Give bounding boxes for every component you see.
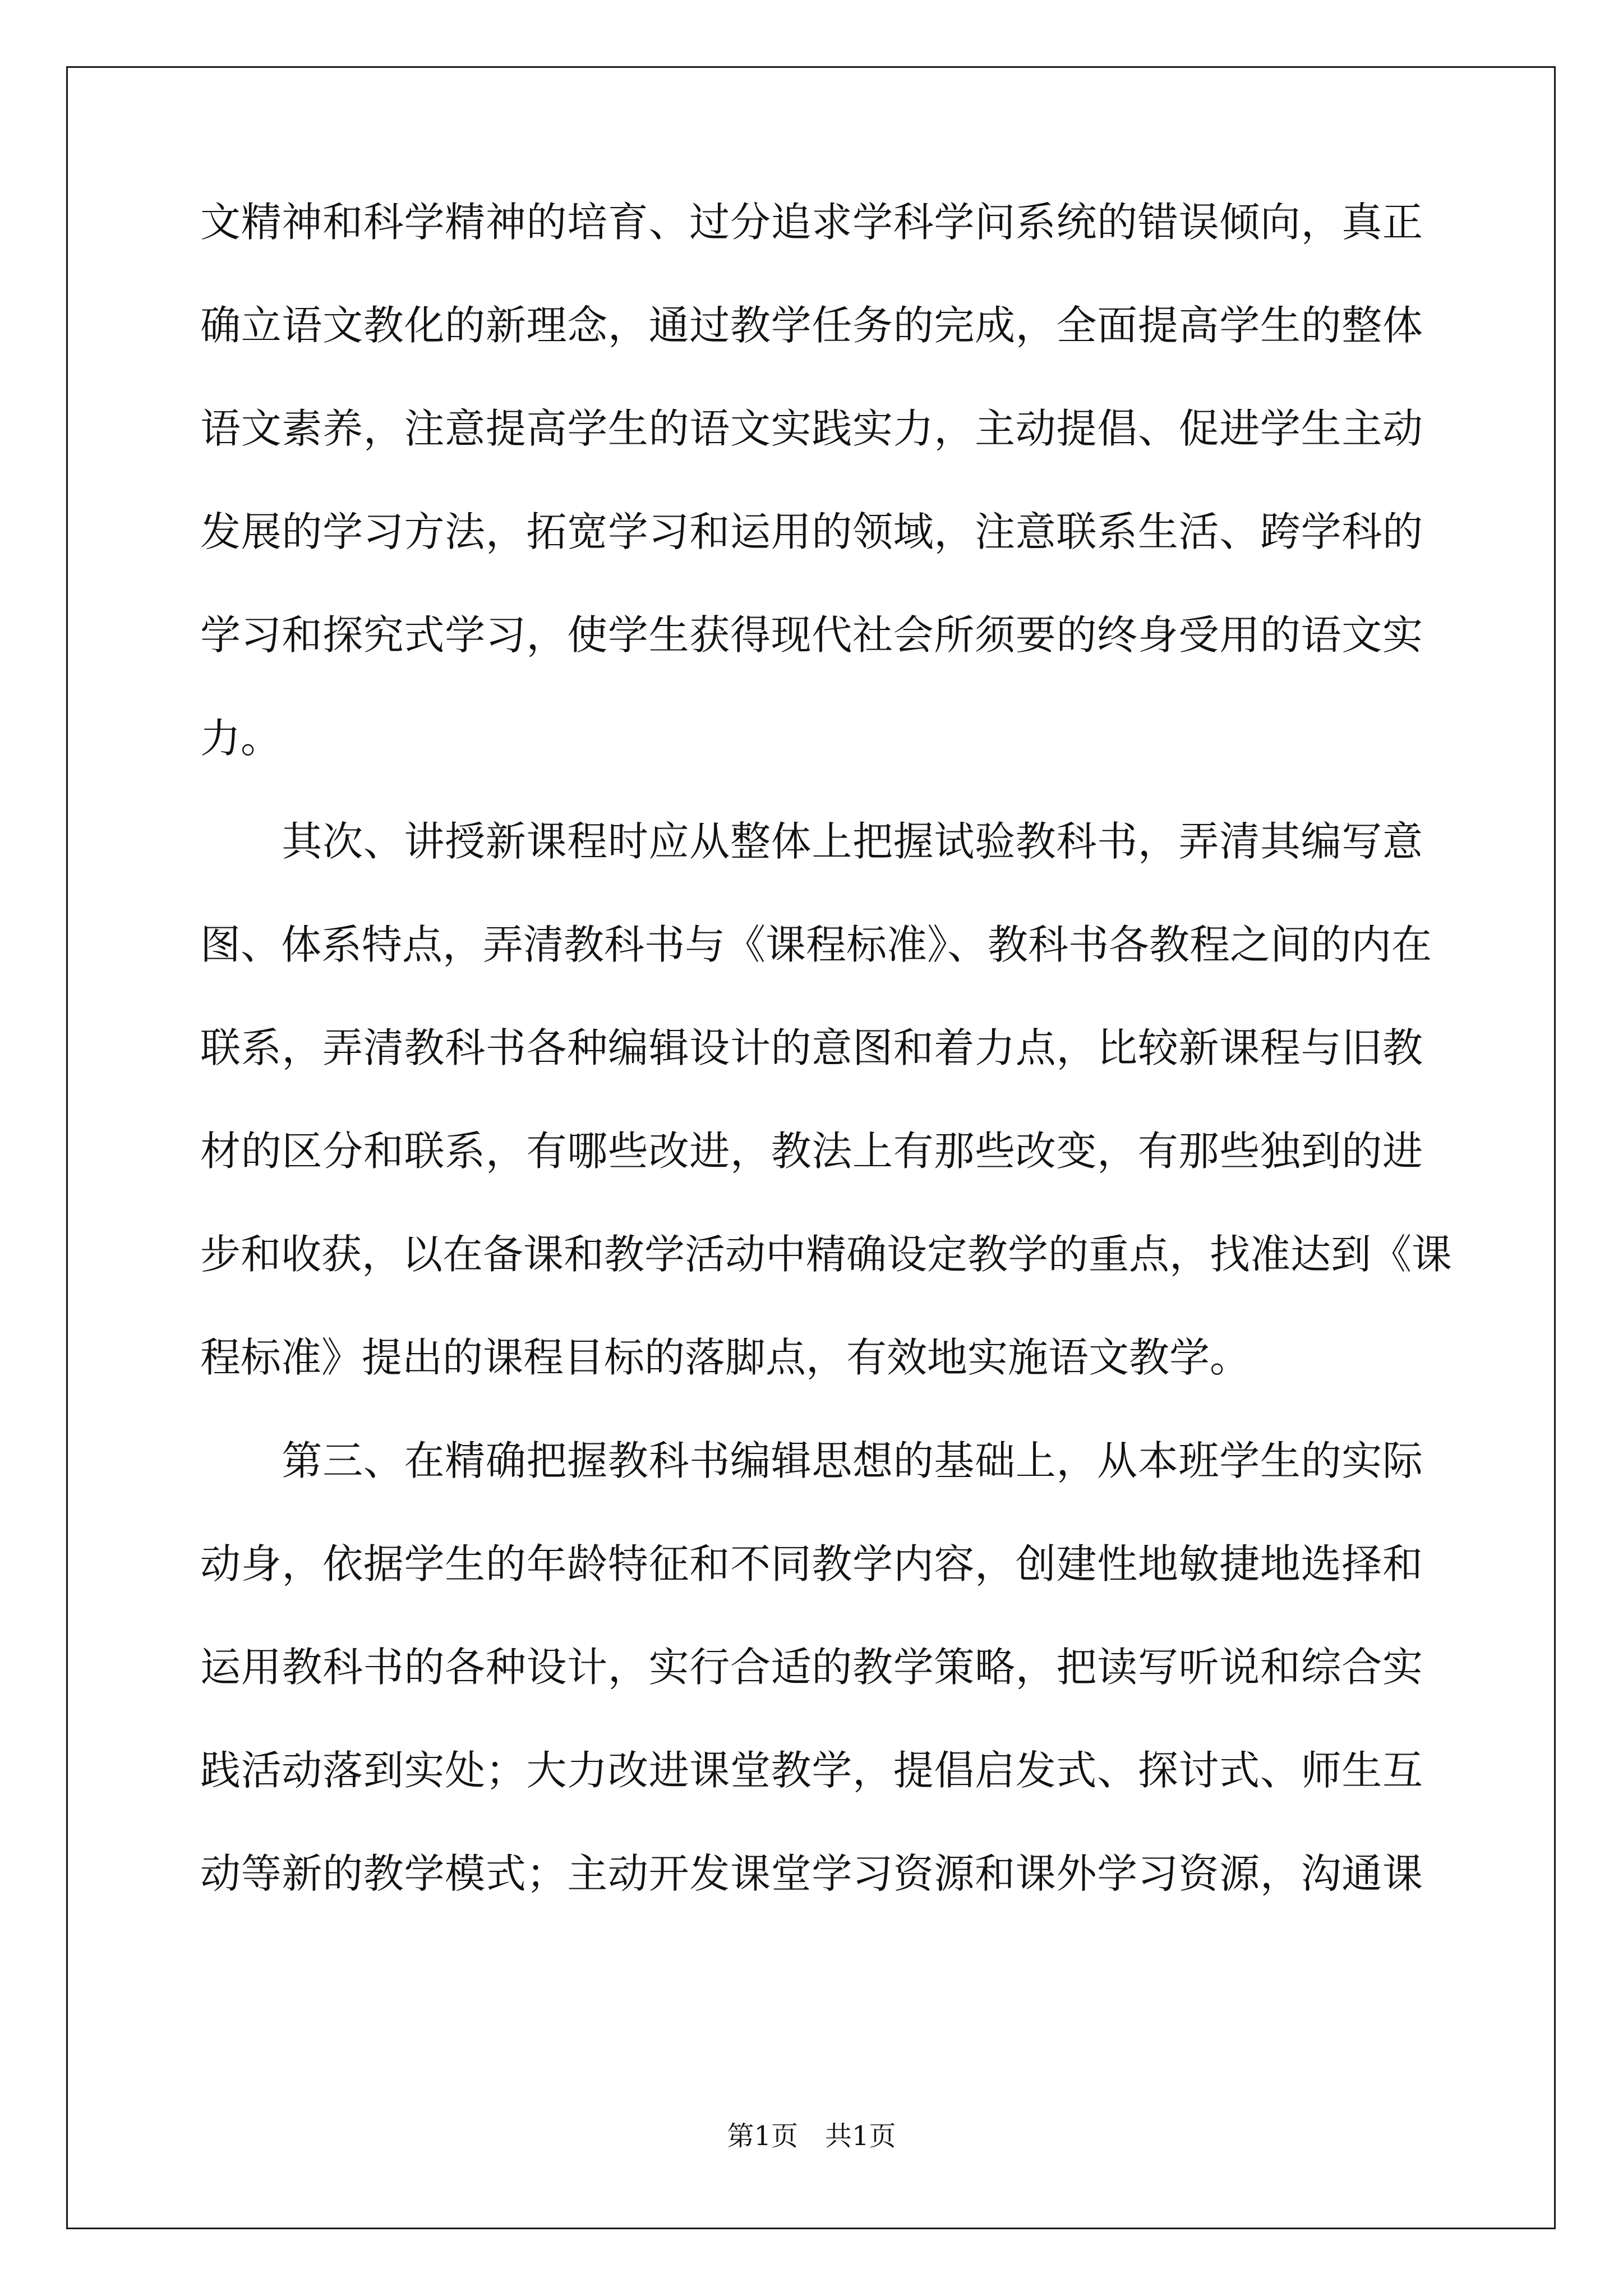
text-line-17: 动等新的教学模式；主动开发课堂学习资源和课外学习资源，沟通课 bbox=[200, 1850, 1423, 1897]
text-line-12: 程标准》提出的课程目标的落脚点，有效地实施语文教学。 bbox=[200, 1334, 1251, 1381]
text-line-10: 材的区分和联系，有哪些改进，教法上有那些改变，有那些独到的进 bbox=[200, 1128, 1423, 1175]
text-line-14: 动身，依据学生的年龄特征和不同教学内容，创建性地敏捷地选择和 bbox=[200, 1540, 1423, 1588]
page-total: 共1页 bbox=[825, 2120, 896, 2152]
page-footer bbox=[0, 2120, 1623, 2152]
text-line-2: 确立语文教化的新理念，通过教学任务的完成，全面提高学生的整体 bbox=[200, 302, 1423, 349]
text-line-8: 图、体系特点，弄清教科书与《课程标准》、教科书各教程之间的内在 bbox=[200, 921, 1432, 968]
document-body bbox=[200, 199, 1453, 1957]
text-line-16: 践活动落到实处；大力改进课堂教学，提倡启发式、探讨式、师生互 bbox=[200, 1747, 1423, 1794]
text-line-6: 力。 bbox=[200, 715, 282, 762]
page-number: 第1页 bbox=[727, 2120, 798, 2152]
text-line-1: 文精神和科学精神的培育、过分追求学科学问系统的错误倾向，真正 bbox=[200, 199, 1423, 246]
text-line-7: 其次、讲授新课程时应从整体上把握试验教科书，弄清其编写意 bbox=[200, 818, 1423, 865]
text-line-15: 运用教科书的各种设计，实行合适的教学策略，把读写听说和综合实 bbox=[200, 1644, 1423, 1691]
text-line-3: 语文素养，注意提高学生的语文实践实力，主动提倡、促进学生主动 bbox=[200, 405, 1423, 452]
text-line-11: 步和收获，以在备课和教学活动中精确设定教学的重点，找准达到《课 bbox=[200, 1231, 1453, 1278]
text-line-13: 第三、在精确把握教科书编辑思想的基础上，从本班学生的实际 bbox=[200, 1437, 1423, 1484]
text-line-5: 学习和探究式学习，使学生获得现代社会所须要的终身受用的语文实 bbox=[200, 611, 1423, 659]
text-line-9: 联系，弄清教科书各种编辑设计的意图和着力点，比较新课程与旧教 bbox=[200, 1024, 1423, 1071]
text-line-4: 发展的学习方法，拓宽学习和运用的领域，注意联系生活、跨学科的 bbox=[200, 508, 1423, 555]
